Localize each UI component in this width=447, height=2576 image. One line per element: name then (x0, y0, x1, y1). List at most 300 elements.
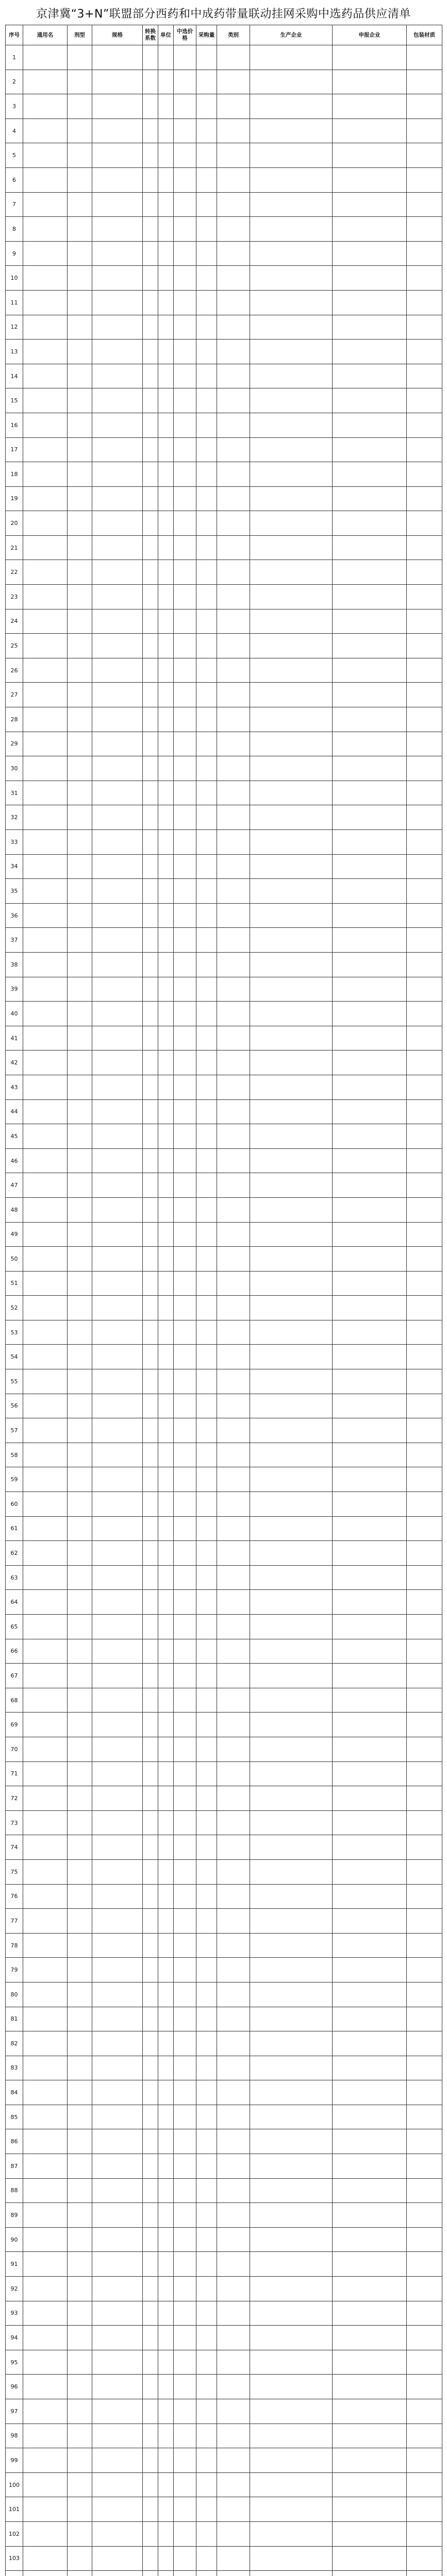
table-cell-mfr (250, 707, 333, 732)
table-cell-unit (158, 241, 174, 266)
table-row (6, 290, 442, 315)
table-cell-spec (92, 1467, 143, 1492)
table-cell-form (68, 1467, 92, 1492)
table-row (6, 462, 442, 487)
table-row (6, 2227, 442, 2252)
table-cell-price (174, 1859, 196, 1884)
table-row (6, 658, 442, 683)
table-cell-conv (143, 854, 158, 879)
table-cell-qty (196, 2399, 217, 2424)
table-cell-mfr (250, 2252, 333, 2277)
table-cell-price (174, 903, 196, 928)
table-cell-spec (92, 1835, 143, 1860)
column-header: 类别 (217, 25, 250, 45)
table-cell-mfr (250, 1418, 333, 1443)
table-cell-corp (333, 1369, 407, 1394)
table-cell-qty (196, 1002, 217, 1026)
table-cell-idx: 83 (6, 2056, 23, 2080)
table-cell-name (23, 2129, 68, 2154)
table-cell-spec (92, 1443, 143, 1467)
table-cell-corp (333, 462, 407, 487)
table-cell-cat (217, 1173, 250, 1198)
table-cell-cat (217, 1418, 250, 1443)
table-cell-pack (407, 1835, 442, 1860)
table-cell-idx: 6 (6, 167, 23, 192)
column-header: 生产企业 (250, 25, 333, 45)
table-cell-unit (158, 1541, 174, 1566)
table-cell-spec (92, 1271, 143, 1296)
table-cell-spec (92, 266, 143, 291)
table-cell-spec (92, 1810, 143, 1835)
table-cell-unit (158, 1418, 174, 1443)
table-cell-pack (407, 1541, 442, 1566)
table-cell-cat (217, 977, 250, 1002)
table-cell-qty (196, 2497, 217, 2522)
table-cell-corp (333, 1761, 407, 1786)
table-cell-spec (92, 486, 143, 511)
table-cell-form (68, 2326, 92, 2350)
table-cell-qty (196, 1909, 217, 1934)
table-row (6, 903, 442, 928)
table-cell-name (23, 315, 68, 340)
table-cell-mfr (250, 2472, 333, 2497)
table-cell-qty (196, 486, 217, 511)
table-cell-corp (333, 340, 407, 364)
table-cell-spec (92, 1418, 143, 1443)
table-cell-form (68, 364, 92, 388)
table-cell-conv (143, 928, 158, 953)
table-row (6, 1320, 442, 1345)
table-cell-pack (407, 1369, 442, 1394)
table-cell-price (174, 1761, 196, 1786)
table-cell-spec (92, 1124, 143, 1149)
table-cell-cat (217, 1590, 250, 1615)
table-cell-name (23, 854, 68, 879)
table-cell-pack (407, 266, 442, 291)
table-cell-unit (158, 266, 174, 291)
table-cell-corp (333, 511, 407, 536)
table-cell-corp (333, 854, 407, 879)
table-cell-pack (407, 585, 442, 609)
table-cell-unit (158, 70, 174, 94)
table-cell-price (174, 854, 196, 879)
table-cell-pack (407, 2424, 442, 2448)
table-cell-conv (143, 2105, 158, 2129)
table-cell-corp (333, 1099, 407, 1124)
table-cell-conv (143, 511, 158, 536)
table-cell-qty (196, 977, 217, 1002)
table-cell-corp (333, 1394, 407, 1418)
table-cell-corp (333, 2056, 407, 2080)
table-cell-unit (158, 560, 174, 585)
table-row (6, 1394, 442, 1418)
table-cell-form (68, 2521, 92, 2546)
table-row (6, 2178, 442, 2203)
table-cell-price (174, 1443, 196, 1467)
table-cell-name (23, 290, 68, 315)
table-row (6, 1369, 442, 1394)
table-cell-mfr (250, 1713, 333, 1737)
table-cell-pack (407, 1884, 442, 1909)
table-cell-price (174, 1099, 196, 1124)
table-cell-qty (196, 1516, 217, 1541)
table-cell-qty (196, 1884, 217, 1909)
table-cell-unit (158, 2521, 174, 2546)
table-row (6, 977, 442, 1002)
table-cell-qty (196, 2154, 217, 2179)
table-cell-price (174, 1639, 196, 1664)
table-cell-corp (333, 928, 407, 953)
table-cell-qty (196, 167, 217, 192)
table-cell-pack (407, 1197, 442, 1222)
table-cell-form (68, 1197, 92, 1222)
table-cell-idx: 62 (6, 1541, 23, 1566)
table-cell-cat (217, 535, 250, 560)
table-cell-form (68, 413, 92, 437)
table-cell-form (68, 2571, 92, 2576)
table-cell-unit (158, 2277, 174, 2301)
table-cell-idx: 80 (6, 1982, 23, 2007)
table-cell-cat (217, 1002, 250, 1026)
table-cell-pack (407, 1418, 442, 1443)
table-cell-name (23, 707, 68, 732)
table-cell-idx: 91 (6, 2252, 23, 2277)
table-cell-conv (143, 388, 158, 413)
table-cell-unit (158, 1713, 174, 1737)
table-cell-price (174, 94, 196, 119)
table-cell-spec (92, 1590, 143, 1615)
table-cell-mfr (250, 535, 333, 560)
table-cell-price (174, 437, 196, 462)
table-cell-form (68, 854, 92, 879)
table-cell-cat (217, 290, 250, 315)
table-cell-name (23, 437, 68, 462)
table-cell-form (68, 2375, 92, 2399)
table-cell-unit (158, 1688, 174, 1713)
table-cell-cat (217, 437, 250, 462)
table-cell-mfr (250, 364, 333, 388)
table-cell-conv (143, 167, 158, 192)
table-cell-qty (196, 585, 217, 609)
table-cell-qty (196, 2472, 217, 2497)
table-cell-pack (407, 1320, 442, 1345)
table-cell-name (23, 1884, 68, 1909)
table-cell-spec (92, 2399, 143, 2424)
table-cell-mfr (250, 2178, 333, 2203)
table-row (6, 2350, 442, 2375)
table-cell-name (23, 462, 68, 487)
table-cell-mfr (250, 1786, 333, 1811)
table-cell-spec (92, 45, 143, 70)
table-cell-spec (92, 1320, 143, 1345)
table-cell-name (23, 977, 68, 1002)
table-cell-form (68, 560, 92, 585)
table-cell-corp (333, 1148, 407, 1173)
table-cell-price (174, 2129, 196, 2154)
table-cell-name (23, 70, 68, 94)
table-cell-cat (217, 1541, 250, 1566)
table-cell-qty (196, 609, 217, 634)
table-cell-form (68, 1982, 92, 2007)
table-cell-unit (158, 1933, 174, 1958)
table-cell-cat (217, 1933, 250, 1958)
table-row (6, 1099, 442, 1124)
table-cell-name (23, 2227, 68, 2252)
table-cell-price (174, 1713, 196, 1737)
table-cell-idx: 42 (6, 1050, 23, 1075)
table-cell-name (23, 1492, 68, 1517)
table-cell-corp (333, 1002, 407, 1026)
column-header: 剂型 (68, 25, 92, 45)
table-cell-unit (158, 683, 174, 707)
table-cell-idx: 50 (6, 1247, 23, 1272)
table-cell-conv (143, 658, 158, 683)
table-cell-corp (333, 1443, 407, 1467)
column-header: 转换系数 (143, 25, 158, 45)
table-cell-cat (217, 2448, 250, 2473)
table-cell-pack (407, 1247, 442, 1272)
table-cell-corp (333, 1958, 407, 1982)
table-cell-name (23, 732, 68, 756)
table-cell-price (174, 2007, 196, 2031)
table-cell-idx: 43 (6, 1075, 23, 1099)
table-cell-unit (158, 977, 174, 1002)
table-cell-qty (196, 241, 217, 266)
table-cell-spec (92, 2571, 143, 2576)
table-row (6, 2424, 442, 2448)
table-cell-form (68, 609, 92, 634)
table-cell-pack (407, 2252, 442, 2277)
table-cell-name (23, 2080, 68, 2105)
table-cell-form (68, 1394, 92, 1418)
table-cell-pack (407, 707, 442, 732)
table-cell-unit (158, 413, 174, 437)
table-cell-idx: 75 (6, 1859, 23, 1884)
table-cell-pack (407, 413, 442, 437)
table-cell-spec (92, 1148, 143, 1173)
table-row (6, 1516, 442, 1541)
table-cell-pack (407, 143, 442, 168)
table-cell-form (68, 2472, 92, 2497)
table-cell-price (174, 1786, 196, 1811)
table-cell-idx: 93 (6, 2301, 23, 2326)
table-cell-price (174, 1271, 196, 1296)
table-cell-conv (143, 1443, 158, 1467)
table-cell-cat (217, 585, 250, 609)
table-cell-name (23, 2448, 68, 2473)
table-cell-idx: 70 (6, 1737, 23, 1761)
table-cell-corp (333, 1222, 407, 1247)
table-cell-cat (217, 1761, 250, 1786)
table-cell-qty (196, 2424, 217, 2448)
table-cell-cat (217, 1565, 250, 1590)
table-cell-corp (333, 2031, 407, 2056)
table-cell-pack (407, 511, 442, 536)
table-cell-conv (143, 1271, 158, 1296)
table-cell-corp (333, 388, 407, 413)
table-row (6, 1713, 442, 1737)
table-cell-form (68, 2154, 92, 2179)
table-row (6, 1615, 442, 1639)
table-cell-price (174, 1541, 196, 1566)
table-cell-qty (196, 340, 217, 364)
table-cell-name (23, 1810, 68, 1835)
table-cell-qty (196, 2326, 217, 2350)
table-cell-cat (217, 2399, 250, 2424)
table-cell-unit (158, 94, 174, 119)
table-cell-price (174, 2350, 196, 2375)
table-cell-qty (196, 1713, 217, 1737)
table-cell-qty (196, 1958, 217, 1982)
table-cell-unit (158, 1958, 174, 1982)
table-cell-mfr (250, 2424, 333, 2448)
table-row (6, 217, 442, 242)
table-cell-conv (143, 903, 158, 928)
table-cell-pack (407, 1909, 442, 1934)
table-cell-corp (333, 634, 407, 658)
table-cell-price (174, 2301, 196, 2326)
table-cell-name (23, 535, 68, 560)
table-cell-cat (217, 94, 250, 119)
table-cell-mfr (250, 486, 333, 511)
table-cell-unit (158, 928, 174, 953)
table-cell-mfr (250, 1859, 333, 1884)
table-cell-corp (333, 94, 407, 119)
table-cell-conv (143, 1761, 158, 1786)
table-cell-spec (92, 952, 143, 977)
table-cell-unit (158, 1467, 174, 1492)
table-cell-mfr (250, 1541, 333, 1566)
table-cell-conv (143, 1909, 158, 1934)
table-cell-corp (333, 2448, 407, 2473)
table-cell-unit (158, 585, 174, 609)
table-cell-cat (217, 2080, 250, 2105)
table-cell-pack (407, 1173, 442, 1198)
table-cell-unit (158, 2546, 174, 2571)
table-cell-form (68, 1222, 92, 1247)
table-cell-pack (407, 683, 442, 707)
table-cell-mfr (250, 1737, 333, 1761)
table-cell-qty (196, 2521, 217, 2546)
table-cell-form (68, 1050, 92, 1075)
table-cell-spec (92, 1933, 143, 1958)
table-cell-corp (333, 2546, 407, 2571)
table-cell-qty (196, 2105, 217, 2129)
table-cell-idx: 67 (6, 1664, 23, 1688)
table-cell-name (23, 1835, 68, 1860)
table-cell-cat (217, 1222, 250, 1247)
table-row (6, 241, 442, 266)
table-cell-spec (92, 1296, 143, 1320)
table-cell-pack (407, 118, 442, 143)
table-cell-corp (333, 2277, 407, 2301)
table-cell-corp (333, 2252, 407, 2277)
table-cell-idx: 54 (6, 1345, 23, 1369)
table-cell-corp (333, 1492, 407, 1517)
table-cell-corp (333, 830, 407, 855)
table-cell-spec (92, 1394, 143, 1418)
table-cell-name (23, 1590, 68, 1615)
table-cell-price (174, 1418, 196, 1443)
table-cell-corp (333, 118, 407, 143)
table-cell-cat (217, 1835, 250, 1860)
table-cell-spec (92, 2546, 143, 2571)
table-cell-idx: 45 (6, 1124, 23, 1149)
table-cell-unit (158, 658, 174, 683)
table-cell-corp (333, 315, 407, 340)
table-cell-price (174, 1222, 196, 1247)
table-cell-corp (333, 2521, 407, 2546)
table-cell-cat (217, 1124, 250, 1149)
table-cell-mfr (250, 1565, 333, 1590)
table-cell-price (174, 70, 196, 94)
table-cell-unit (158, 388, 174, 413)
table-cell-cat (217, 2227, 250, 2252)
table-cell-conv (143, 1565, 158, 1590)
table-cell-pack (407, 1002, 442, 1026)
table-cell-unit (158, 1639, 174, 1664)
table-cell-form (68, 2178, 92, 2203)
table-cell-price (174, 609, 196, 634)
table-cell-mfr (250, 903, 333, 928)
table-cell-pack (407, 45, 442, 70)
table-cell-price (174, 1884, 196, 1909)
table-cell-idx: 79 (6, 1958, 23, 1982)
table-cell-spec (92, 1909, 143, 1934)
table-cell-cat (217, 560, 250, 585)
table-cell-qty (196, 1615, 217, 1639)
table-cell-conv (143, 45, 158, 70)
table-cell-conv (143, 1713, 158, 1737)
table-cell-corp (333, 217, 407, 242)
table-cell-cat (217, 413, 250, 437)
table-cell-form (68, 1541, 92, 1566)
table-cell-cat (217, 903, 250, 928)
table-cell-conv (143, 1737, 158, 1761)
table-cell-pack (407, 781, 442, 805)
table-cell-conv (143, 2252, 158, 2277)
table-cell-conv (143, 241, 158, 266)
table-cell-mfr (250, 2203, 333, 2228)
table-cell-corp (333, 1320, 407, 1345)
table-cell-qty (196, 1247, 217, 1272)
table-cell-price (174, 634, 196, 658)
table-cell-cat (217, 2472, 250, 2497)
table-cell-name (23, 1320, 68, 1345)
table-cell-cat (217, 1026, 250, 1050)
table-cell-corp (333, 2399, 407, 2424)
table-cell-name (23, 1713, 68, 1737)
table-cell-form (68, 315, 92, 340)
table-cell-price (174, 413, 196, 437)
table-cell-conv (143, 486, 158, 511)
table-cell-cat (217, 340, 250, 364)
table-cell-corp (333, 1467, 407, 1492)
table-cell-name (23, 1222, 68, 1247)
table-cell-price (174, 1394, 196, 1418)
table-cell-mfr (250, 437, 333, 462)
table-cell-mfr (250, 2129, 333, 2154)
table-cell-price (174, 2056, 196, 2080)
table-cell-idx: 2 (6, 70, 23, 94)
table-cell-price (174, 1124, 196, 1149)
table-cell-cat (217, 1688, 250, 1713)
table-cell-name (23, 45, 68, 70)
table-cell-name (23, 2105, 68, 2129)
table-cell-form (68, 585, 92, 609)
table-cell-form (68, 340, 92, 364)
table-cell-conv (143, 2350, 158, 2375)
